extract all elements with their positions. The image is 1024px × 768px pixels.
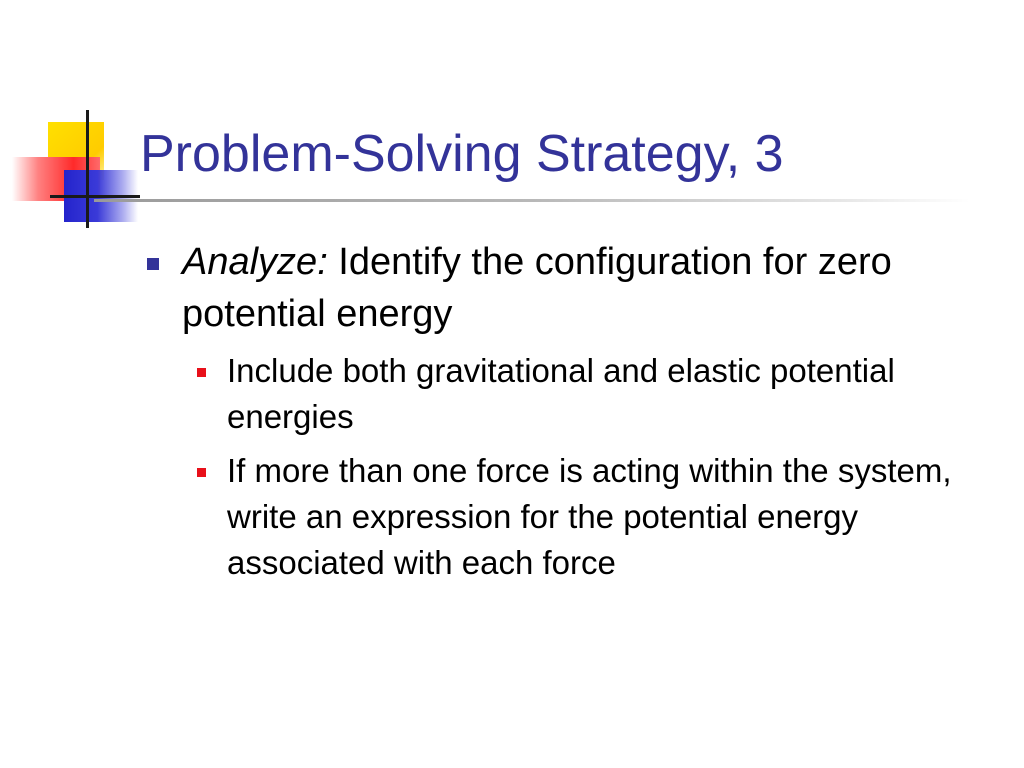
- slide-body: [140, 236, 1000, 594]
- square-bullet-icon: [197, 368, 206, 377]
- sub-bullet-list: [140, 348, 1000, 586]
- decorative-logo: [0, 0, 150, 240]
- deco-horizontal-line: [50, 195, 140, 198]
- title-underline: [94, 199, 970, 202]
- bullet-level1: [140, 236, 1000, 340]
- slide-title: Problem-Solving Strategy, 3: [140, 125, 784, 183]
- deco-vertical-line: [86, 110, 89, 228]
- sub-bullet-text: If more than one force is acting within the system, write an expression for the potential energy associated with each force: [227, 452, 952, 581]
- square-bullet-icon: [147, 258, 159, 270]
- bullet-text: Identify the configuration for zero potential energy: [182, 241, 892, 335]
- sub-bullet-text: Include both gravitational and elastic potential energies: [227, 352, 895, 435]
- square-bullet-icon: [197, 468, 206, 477]
- bullet-level2: [140, 448, 1000, 586]
- bullet-level2: [140, 348, 1000, 440]
- bullet-label: Analyze:: [182, 241, 328, 283]
